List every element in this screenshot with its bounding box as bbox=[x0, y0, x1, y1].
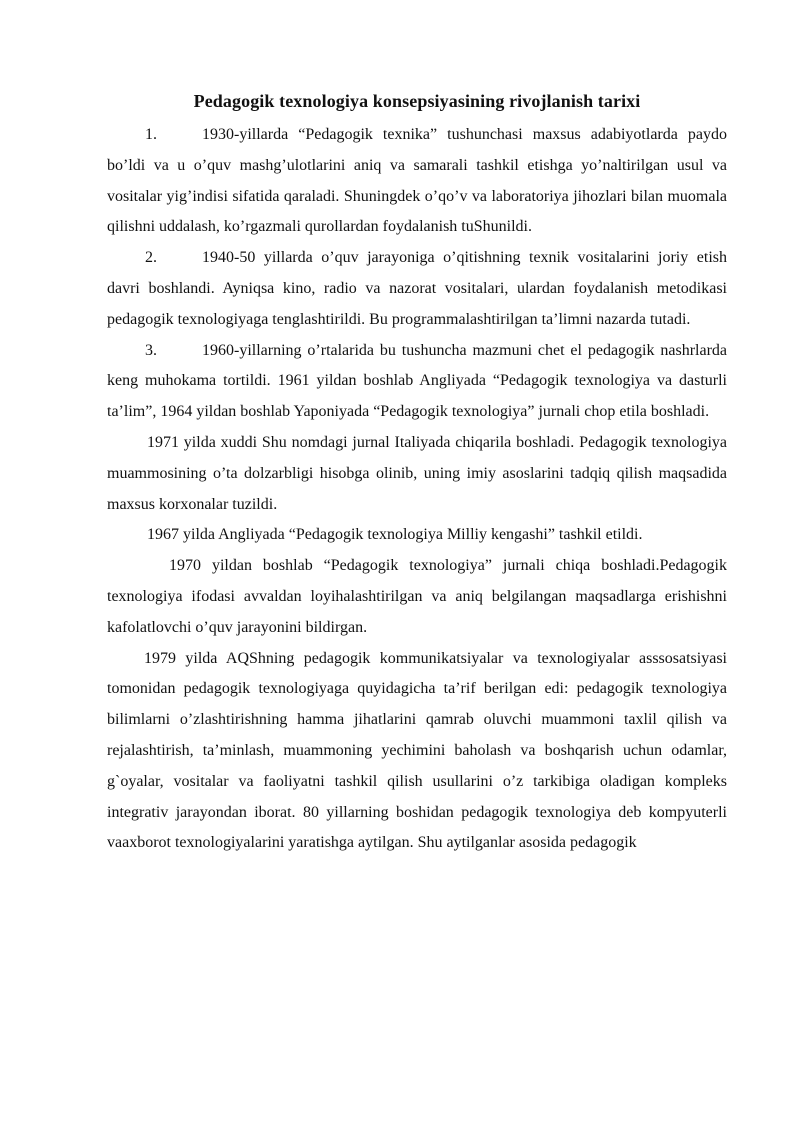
list-item-text: 1930-yillarda “Pedagogik texnika” tushunchasi maxsus adabiyotlarda paydo bo’ldi va u o’quv mashg’ulotlarini aniq va samarali tashkil etishga yo’naltirilgan usul va vositalar yig’indisi sifatida qaraladi. Shuningdek o’qo’v va laboratoriya jihozlari bilan muomala qilishni uddalash, ko’rgazmali qurollardan foydalanish tuShunildi. bbox=[107, 126, 727, 236]
list-item-number: 2. bbox=[145, 249, 157, 267]
list-item-1 bbox=[107, 120, 727, 243]
paragraph-1967: 1967 yilda Angliyada “Pedagogik texnologiya Milliy kengashi” tashkil etildi. bbox=[147, 526, 643, 544]
list-item-2 bbox=[107, 243, 727, 335]
list-item-text: 1960-yillarning o’rtalarida bu tushuncha mazmuni chet el pedagogik nashrlarda keng muhokama tortildi. 1961 yildan boshlab Angliyada “Pedagogik texnologiya va dasturli ta’lim”, 1964 yildan boshlab Yaponiyada “Pedagogik texnologiya” jurnali chop etila boshladi. bbox=[107, 341, 727, 421]
document-title: Pedagogik texnologiya konsepsiyasining rivojlanish tarixi bbox=[193, 91, 641, 111]
list-item-number: 1. bbox=[145, 126, 157, 143]
list-item-number: 3. bbox=[145, 341, 157, 359]
paragraph-1979: 1979 yilda AQShning pedagogik kommunikatsiyalar va texnologiyalar asssosatsiyasi tomonidan pedagogik texnologiyaga quyidagicha ta’rif berilgan edi: pedagogik texnologiya bilimlarni o’zlashtirishning hamma jihatlarini qamrab oluvchi muammoni taxlil qilish va rejalashtirish, ta’minlash, muammoning yechimini baholash va boshqarish uchun odamlar, g`oyalar, vositalar va faoliyatni tashkil qilish usullarini o’z tarkibiga oladigan kompleks integrativ jarayondan iborat. 80 yillarning boshidan pedagogik texnologiya deb kompyuterli vaaxborot texnologiyalarini yaratishga aytilgan. Shu aytilganlar asosida pedagogik bbox=[107, 649, 727, 852]
document-page bbox=[107, 88, 727, 859]
paragraph-1970: 1970 yildan boshlab “Pedagogik texnologiya” jurnali chiqa boshladi.Pedagogik texnologiya ifodasi avvaldan loyihalashtirilgan va aniq belgilangan maqsadlarga erishishni kafolatlovchi o’quv jarayonini bildirgan. bbox=[107, 557, 727, 636]
list-item-3 bbox=[107, 336, 727, 428]
list-item-text: 1940-50 yillarda o’quv jarayoniga o’qitishning texnik vositalarini joriy etish davri boshlandi. Ayniqsa kino, radio va nazorat vositalari, ulardan foydalanish metodikasi pedagogik texnologiyaga tenglashtirildi. Bu programmalashtirilgan ta’limni nazarda tutadi. bbox=[107, 249, 727, 328]
paragraph-1971: 1971 yilda xuddi Shu nomdagi jurnal Italiyada chiqarila boshladi. Pedagogik texnologiya muammosining o’ta dolzarbligi hisobga olinib, uning imiy asoslarini tadqiq qilish maqsadida maxsus korxonalar tuzildi. bbox=[107, 433, 727, 513]
